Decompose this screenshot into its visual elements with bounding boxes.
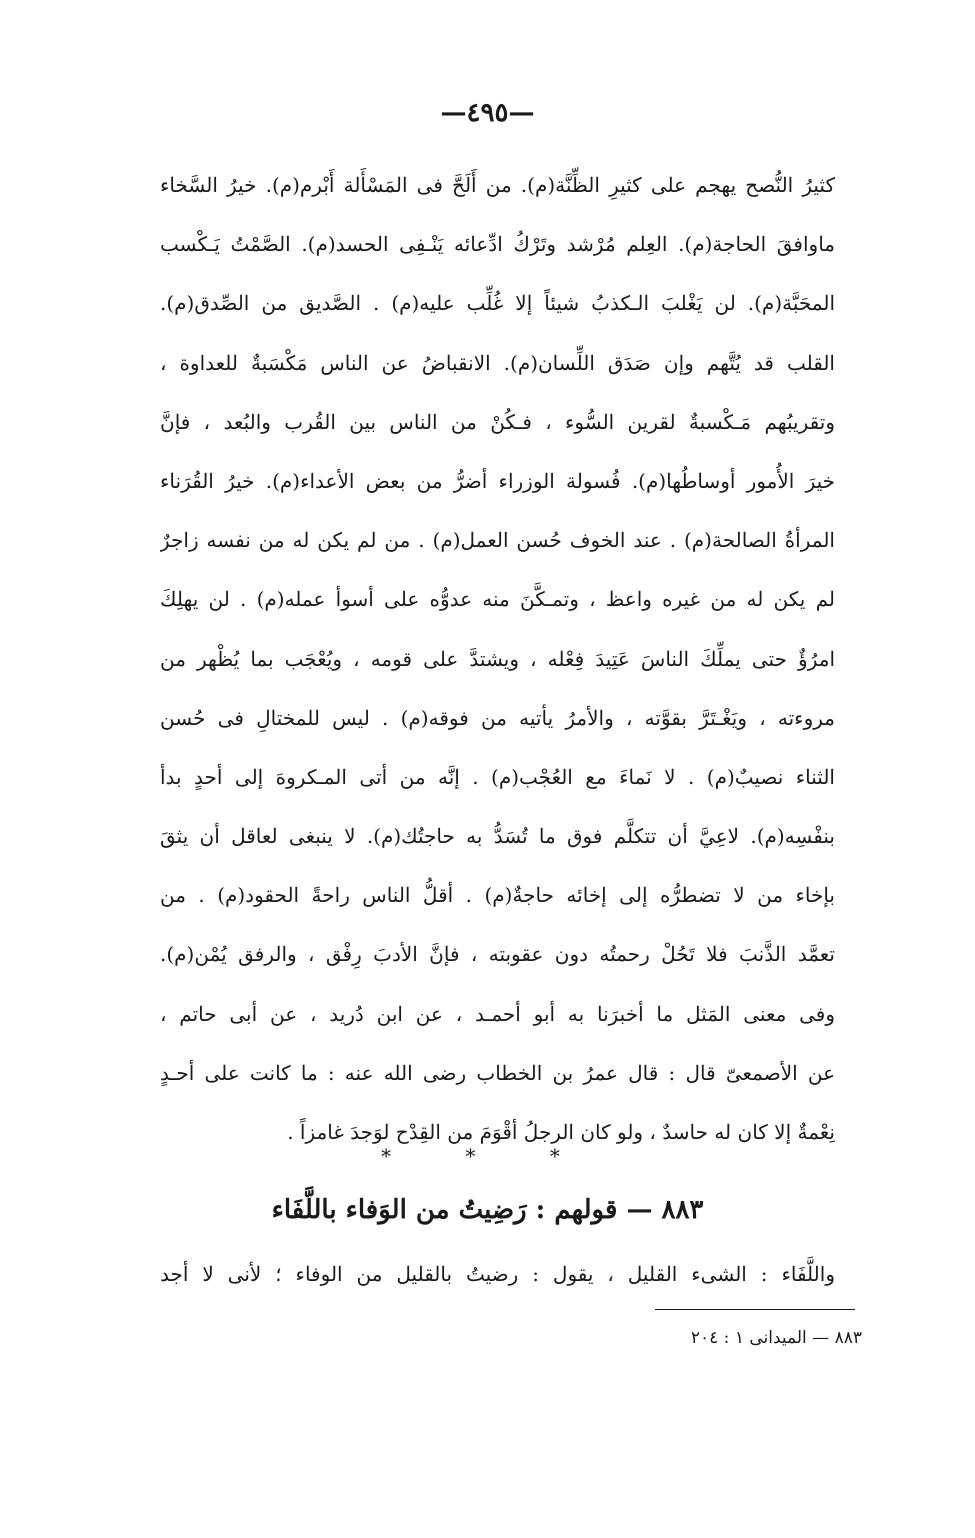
text-line: نِعْمةٌ إلا كان له حاسدٌ ، ولو كان الرجلُ أقْوَمَ من القِدْح لوَجدَ غامزاً . bbox=[287, 1120, 835, 1144]
text-line: عن الأصمعىّ قال : قال عمرُ بن الخطاب رضى الله عنه : ما كانت على أحـدٍ bbox=[160, 1060, 835, 1085]
section-divider-stars: * * * bbox=[381, 1144, 594, 1168]
text-line: مروءته ، ويَغْـتَرَّ بقوَّته ، والأمرُ يأتيه من فوقه(م) . ليس للمختالِ فى حُسن bbox=[160, 705, 835, 730]
footnote: ٨٨٣ — الميدانى ١ : ٢٠٤ bbox=[690, 1328, 862, 1348]
text-line: كثيرُ النُّصح يهجم على كثيرِ الظِّنَّة(م). من أَلَحَّ فى المَسْأَلة أَبْرم(م). خيرُ السَّخاء bbox=[160, 173, 835, 197]
text-line: ماوافقَ الحاجة(م). العِلم مُرْشد وتَرْكُ ادِّعائه يَنْـفِى الحسد(م). الصَّمْتُ يَـكْسب bbox=[160, 232, 835, 257]
body-text bbox=[160, 156, 835, 1162]
text-line: خيرَ الأُمور أوساطُها(م). فُسولة الوزراء أضرُّ من بعض الأعداء(م). خيرُ القُرَناء bbox=[160, 468, 835, 493]
proverb-heading: ٨٨٣ — قولهم : رَضِيتُ من الوَفاء باللَّفَاء bbox=[271, 1195, 704, 1225]
text-line: القلب قد يُتَّهم وإن صَدَق اللِّسان(م). الانقباضُ عن الناس مَكْسَبةٌ للعداوة ، bbox=[160, 350, 835, 375]
text-line: وتقريبُهم مَـكْسبةٌ لقرين السُّوء ، فـكُنْ من الناس بين القُرب والبُعد ، فإنَّ bbox=[160, 409, 835, 434]
text-line: الثناء نصيبٌ(م) . لا نَماءَ مع العُجْب(م) . إنَّه من أتى المـكروهَ إلى أحدٍ بدأ bbox=[160, 764, 835, 789]
text-line: لم يكن له من غيره واعظ ، وتمـكَّنَ منه عدوُّه على أسوأ عمله(م) . لن يهلِكَ bbox=[160, 587, 835, 612]
text-line: بنفْسِه(م). لاعِيَّ أن تتكلَّم فوق ما تُسَدُّ به حاجتُك(م). لا ينبغى لعاقل أن يثقَ bbox=[160, 824, 835, 849]
text-line: وفى معنى المَثل ما أخبرَنا به أبو أحمـد ، عن ابن دُريد ، عن أبى حاتم ، bbox=[160, 1001, 835, 1026]
page-number: —٤٩٥— bbox=[440, 98, 535, 128]
text-line: المرأةُ الصالحة(م) . عند الخوف حُسن العمل(م) . من لم يكن له من نفسه زاجرٌ bbox=[160, 528, 835, 553]
text-line: المحَبَّة(م). لن يَغْلبَ الـكذبُ شيئاً إلا غُلِّب عليه(م) . الصَّديق من الصِّدق(م). bbox=[160, 291, 835, 316]
gloss-line: واللَّفَاء : الشىء القليل ، يقول : رضيتُ بالقليل من الوفاء ؛ لأنى لا أجد bbox=[160, 1262, 835, 1286]
text-line: امرُؤٌ حتى يملِّكَ الناسَ عَتِيدَ فِعْله ، ويشتدَّ على قومه ، ويُعْجَب بما يُظْهر من bbox=[160, 646, 835, 671]
text-line: بإخاء من لا تضطرُّه إلى إخائه حاجةٌ(م) . أقلُّ الناس راحةً الحقود(م) . من bbox=[160, 883, 835, 908]
text-line: تعمَّد الذَّنبَ فلا تَحُلْ رحمتُه دون عقوبته ، فإنَّ الأدبَ رِفْق ، والرفق يُمْن(م). bbox=[160, 942, 835, 967]
footnote-divider bbox=[655, 1309, 855, 1310]
